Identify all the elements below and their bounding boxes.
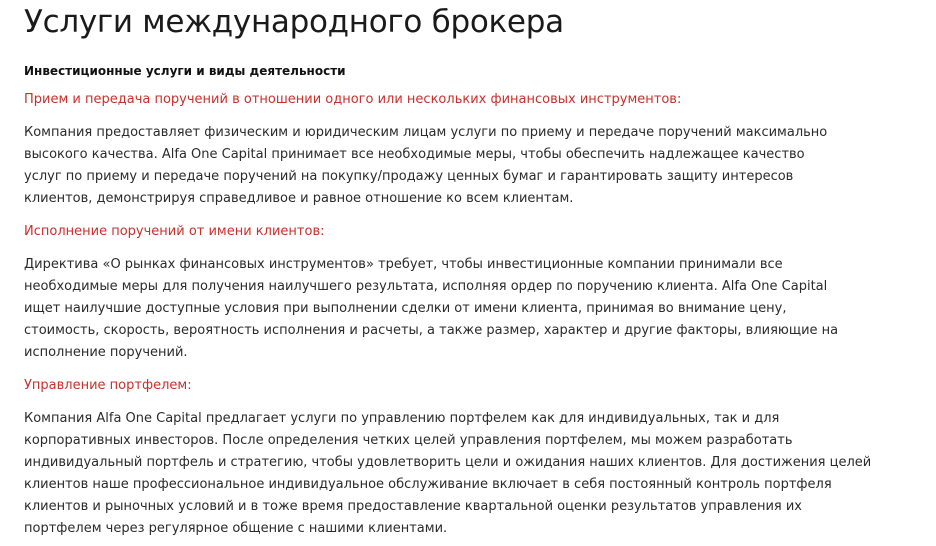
text-line: стоимость, скорость, вероятность исполнения и расчеты, а также размер, характер и другие факторы, влияющие на (24, 323, 839, 338)
text-line: клиентов, демонстрируя справедливое и равное отношение ко всем клиентам. (24, 191, 574, 206)
services-subheading: Инвестиционные услуги и виды деятельности (24, 64, 346, 78)
text-line: исполнение поручений. (24, 345, 188, 360)
section-text-order-execution (24, 254, 896, 364)
text-line: Компания Alfa One Capital предлагает услуги по управлению портфелем как для индивидуальных, так и для (24, 411, 780, 426)
text-line: клиентов наше профессиональное индивидуальное обслуживание включает в себя постоянный контроль портфеля (24, 477, 832, 492)
text-line: необходимые меры для получения наилучшего результата, исполняя ордер по поручению клиента. Alfa One Capital (24, 279, 828, 294)
text-line: Директива «О рынках финансовых инструментов» требует, чтобы инвестиционные компании принимали все (24, 257, 783, 272)
page-title: Услуги международного брокера (24, 4, 564, 40)
section-heading-order-reception: Прием и передача поручений в отношении одного или нескольких финансовых инструментов: (24, 92, 682, 107)
text-line: корпоративных инвесторов. После определения четких целей управления портфелем, мы можем разработать (24, 433, 793, 448)
text-line: Компания предоставляет физическим и юридическим лицам услуги по приему и передаче поручений максимально (24, 125, 828, 140)
text-line: услуг по приему и передаче поручений на покупку/продажу ценных бумаг и гарантировать защиту интересов (24, 169, 794, 184)
section-text-portfolio-management (24, 408, 896, 540)
text-line: клиентов и рыночных условий и в тоже время предоставление квартальной оценки результатов управления их (24, 499, 803, 514)
text-line: ищет наилучшие доступные условия при выполнении сделки от имени клиента, принимая во внимание цену, (24, 301, 787, 316)
section-heading-portfolio-management: Управление портфелем: (24, 378, 192, 393)
section-heading-order-execution: Исполнение поручений от имени клиентов: (24, 224, 325, 239)
text-line: портфелем через регулярное общение с нашими клиентами. (24, 521, 448, 536)
section-text-order-reception (24, 122, 896, 210)
text-line: индивидуальный портфель и стратегию, чтобы удовлетворить цели и ожидания наших клиентов. Для достижения целей (24, 455, 872, 470)
text-line: высокого качества. Alfa One Capital принимает все необходимые меры, чтобы обеспечить надлежащее качество (24, 147, 805, 162)
